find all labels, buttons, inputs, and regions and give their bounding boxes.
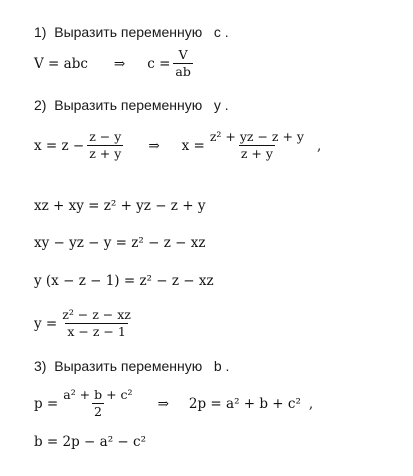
fraction bbox=[61, 388, 134, 419]
implies-arrow: ⇒ bbox=[148, 137, 160, 154]
step-1-heading: 1) Выразить переменную c . bbox=[34, 24, 229, 40]
step-2-lhs-prefix: x = z − bbox=[34, 137, 85, 154]
fraction-denominator: z + y bbox=[240, 146, 273, 161]
step-2-equation-5 bbox=[34, 308, 136, 339]
step-1-lhs: V = abc bbox=[34, 55, 88, 72]
step-3-equation-2: b = 2p − a² − c² bbox=[34, 434, 146, 450]
trailing-comma: , bbox=[317, 137, 322, 154]
fraction-numerator: V bbox=[178, 47, 188, 62]
step-3-equation-1 bbox=[34, 388, 313, 419]
step-3-lhs-prefix: p = bbox=[34, 395, 59, 412]
fraction-denominator: x − z − 1 bbox=[67, 324, 126, 339]
step-1-equation bbox=[34, 48, 196, 79]
step-1-rhs-prefix: c = bbox=[147, 55, 171, 72]
fraction-numerator: z² + yz − z + y bbox=[209, 129, 304, 144]
step-2-rhs-prefix: x = bbox=[181, 137, 205, 154]
fraction bbox=[208, 130, 306, 161]
step-2-heading: 2) Выразить переменную y . bbox=[34, 97, 229, 113]
step-2-equation-4: y (x − z − 1) = z² − z − xz bbox=[34, 273, 214, 289]
implies-arrow: ⇒ bbox=[157, 395, 169, 412]
implies-arrow: ⇒ bbox=[113, 55, 126, 72]
step-3-rhs: 2p = a² + b + c² bbox=[188, 395, 301, 412]
step-2-equation-2: xz + xy = z² + yz − z + y bbox=[34, 198, 206, 214]
step-2-result-prefix: y = bbox=[34, 315, 58, 332]
trailing-comma: , bbox=[308, 395, 314, 412]
fraction-denominator: z + y bbox=[89, 146, 122, 161]
fraction-numerator: z² − z − xz bbox=[62, 307, 131, 322]
step-3-heading: 3) Выразить переменную b . bbox=[34, 358, 230, 374]
fraction bbox=[60, 308, 133, 339]
fraction-numerator: z − y bbox=[89, 129, 122, 144]
fraction-denominator: 2 bbox=[93, 404, 102, 419]
fraction-denominator: ab bbox=[175, 64, 191, 79]
fraction-numerator: a² + b + c² bbox=[63, 387, 133, 402]
step-2-equation-3: xy − yz − y = z² − z − xz bbox=[34, 235, 206, 251]
fraction bbox=[173, 48, 192, 79]
fraction bbox=[87, 130, 123, 161]
step-2-equation-1 bbox=[34, 130, 321, 161]
